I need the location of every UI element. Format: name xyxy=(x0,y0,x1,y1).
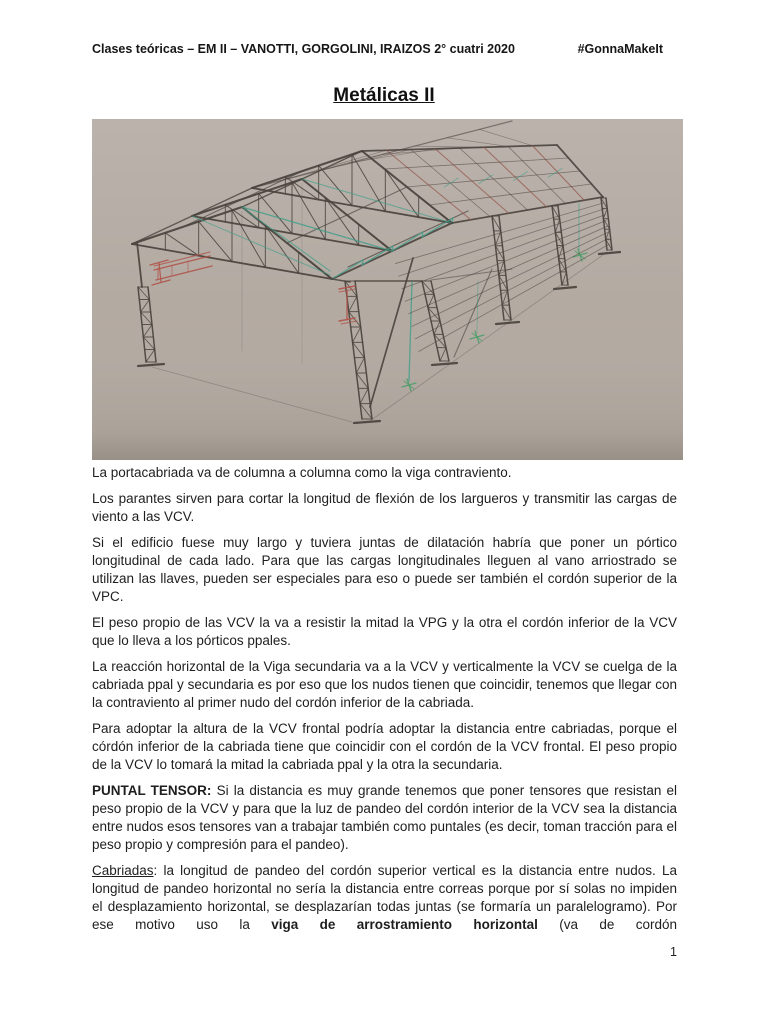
paragraph-7 xyxy=(92,782,677,854)
page-title: Metálicas II xyxy=(333,85,435,106)
document-body xyxy=(92,464,677,942)
paragraph-8-lead: Cabriadas xyxy=(92,863,154,878)
paragraph-2 xyxy=(92,490,677,526)
header-hashtag: #GonnaMakeIt xyxy=(577,42,663,56)
figure-sketch xyxy=(92,119,683,460)
paragraph-5 xyxy=(92,658,677,712)
paragraph-1-text: La portacabriada va de columna a columna como la viga contraviento. xyxy=(92,465,512,480)
paragraph-6-text: Para adoptar la altura de la VCV frontal podría adoptar la distancia entre cabriadas, porque el córdón inferior de la cabriada tiene que coincidir con el cordón de la VCV frontal. El peso propio de la VCV lo tomará la mitad la cabriada ppal y la otra la secundaria. xyxy=(92,721,677,772)
paragraph-4-text: El peso propio de las VCV la va a resistir la mitad la VPG y la otra el cordón inferior de la VCV que lo lleva a los pórticos ppales. xyxy=(92,615,677,648)
paragraph-7-lead: PUNTAL TENSOR: xyxy=(92,783,212,798)
paragraph-3 xyxy=(92,534,677,606)
paragraph-2-text: Los parantes sirven para cortar la longitud de flexión de los largueros y transmitir las cargas de viento a las VCV. xyxy=(92,491,677,524)
paragraph-6 xyxy=(92,720,677,774)
paragraph-8-text-b: (va de cordón xyxy=(537,917,677,932)
paragraph-8-text-a: : la longitud de pandeo del cordón superior vertical es la distancia entre nudos. La longitud de pandeo horizontal no sería la distancia entre correas porque por sí solas no impiden el desplazamiento horizontal, se desplazarían todas juntas (se formaría un paralelogramo). Por ese motivo uso la xyxy=(92,863,677,932)
paragraph-5-text: La reacción horizontal de la Viga secundaria va a la VCV y verticalmente la VCV se cuelga de la cabriada ppal y secundaria es por eso que los nudos tienen que coincidir, tenemos que llegar con la contraviento al primer nudo del cordón inferior de la cabriada. xyxy=(92,659,677,710)
page-header xyxy=(92,42,677,56)
header-course-info: Clases teóricas – EM II – VANOTTI, GORGOLINI, IRAIZOS 2° cuatri 2020 xyxy=(92,42,515,56)
paragraph-3-text: Si el edificio fuese muy largo y tuviera juntas de dilatación habría que poner un pórtico longitudinal de cada lado. Para que las cargas longitudinales lleguen al vano arriostrado se utilizan las llaves, pueden ser especiales para eso o puede ser también el cordón superior de la VPC. xyxy=(92,535,677,604)
paragraph-7-text: Si la distancia es muy grande tenemos que poner tensores que resistan el peso propio de la VCV y para que la luz de pandeo del cordón interior de la VCV sea la distancia entre nudos esos tensores van a trabajar también como puntales (es decir, toman tracción para el peso propio y compresión para el pandeo). xyxy=(92,783,678,852)
figure xyxy=(92,119,683,460)
paragraph-8 xyxy=(92,862,677,934)
paragraph-8-bold: viga de arrostramiento horizontal xyxy=(271,917,538,932)
paragraph-1 xyxy=(92,464,677,482)
paragraph-4 xyxy=(92,614,677,650)
page-number: 1 xyxy=(670,945,677,959)
